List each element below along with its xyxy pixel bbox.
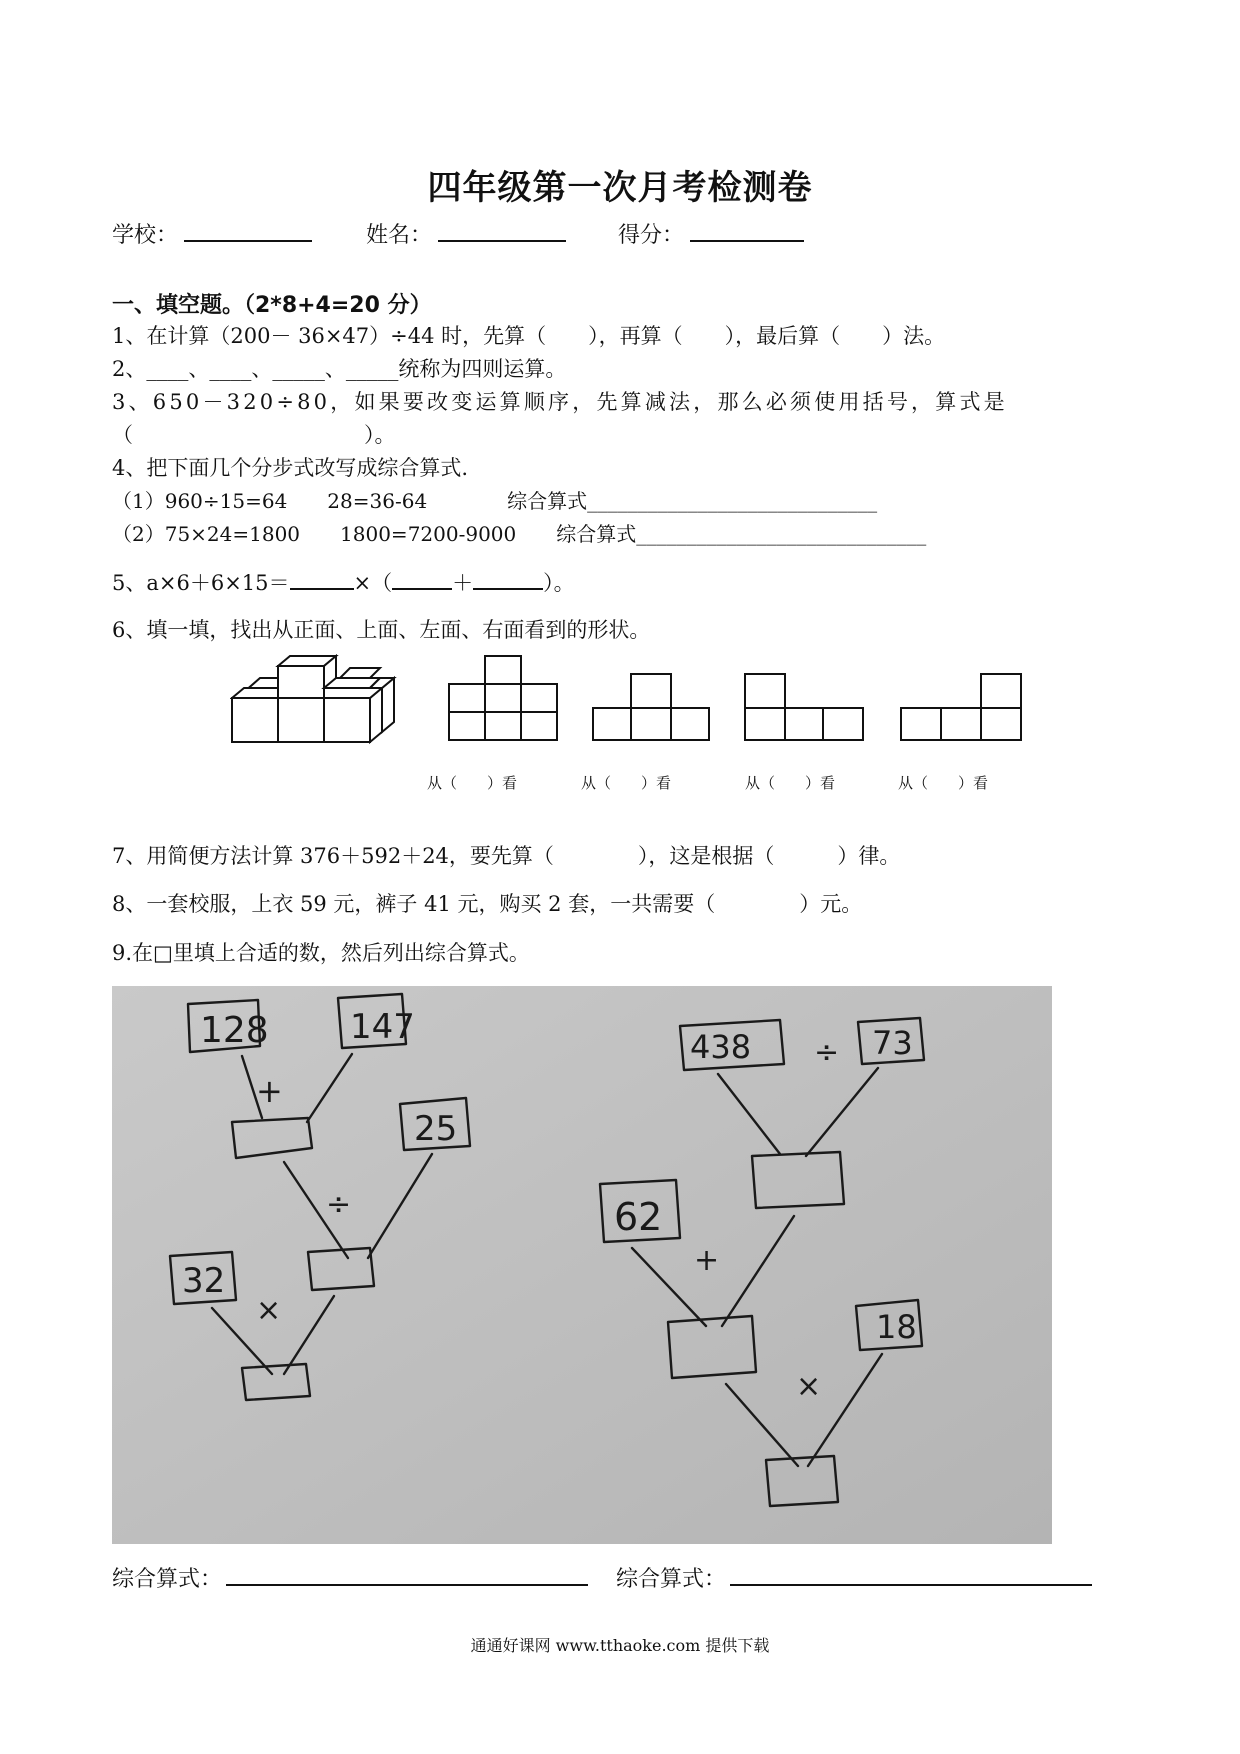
combined-right-blank[interactable] [730, 1562, 1092, 1586]
name-label: 姓名： [366, 223, 433, 248]
view-label-3: 从（ ）看 [745, 774, 836, 792]
right-num-438: 438 [690, 1028, 752, 1066]
right-op-div: ÷ [814, 1035, 840, 1070]
view-shape-1 [445, 654, 561, 744]
left-op-times: × [256, 1293, 282, 1328]
right-num-73: 73 [872, 1024, 913, 1062]
left-op-plus: + [256, 1072, 283, 1110]
combined-right [616, 1562, 1092, 1593]
handwritten-photo [112, 986, 1052, 1544]
combined-left [112, 1562, 588, 1593]
question-8: 8、一套校服，上衣 59 元，裤子 41 元，购买 2 套，一共需要（ ）元。 [112, 892, 863, 916]
left-num-128: 128 [200, 1010, 269, 1051]
question-4-2: （2）75×24=1800 1800=7200-9000 综合算式_____________________________ [112, 522, 927, 546]
question-9: 9.在□里填上合适的数，然后列出综合算式。 [112, 941, 530, 965]
left-num-32: 32 [182, 1261, 226, 1301]
view-shape-4 [899, 672, 1025, 744]
footer-text: 通通好课网 www.tthaoke.com 提供下载 [470, 1636, 770, 1655]
school-label: 学校： [112, 223, 179, 248]
view-label-2: 从（ ）看 [581, 774, 672, 792]
score-field [618, 218, 804, 249]
right-num-62: 62 [614, 1195, 663, 1239]
question-4: 4、把下面几个分步式改写成综合算式. [112, 456, 469, 480]
right-op-plus: + [694, 1243, 720, 1278]
right-op-times: × [796, 1369, 822, 1404]
page-title: 四年级第一次月考检测卷 [427, 168, 813, 208]
q5-part-c: ＋ [452, 571, 474, 595]
q5-blank-3[interactable] [473, 566, 543, 590]
view-label-1: 从（ ）看 [427, 774, 518, 792]
question-5 [112, 566, 575, 597]
school-field [112, 218, 312, 249]
question-1: 1、在计算（200－ 36×47）÷44 时，先算（ ），再算（ ），最后算（ ）法。 [112, 324, 946, 348]
question-7: 7、用简便方法计算 376＋592＋24，要先算（ ），这是根据（ ）律。 [112, 844, 901, 868]
left-op-div: ÷ [326, 1187, 352, 1222]
view-shape-3 [743, 672, 867, 744]
cube-stack-figure [230, 654, 410, 746]
name-blank[interactable] [438, 218, 566, 242]
q5-part-d: ）。 [543, 571, 575, 595]
score-label: 得分： [618, 223, 685, 248]
question-2: 2、____、____、_____、_____统称为四则运算。 [112, 357, 567, 381]
view-shape-2 [591, 672, 713, 744]
left-num-147: 147 [350, 1007, 415, 1047]
question-6: 6、填一填，找出从正面、上面、左面、右面看到的形状。 [112, 618, 651, 642]
question-4-1: （1）960÷15=64 28=36-64 综合算式_____________________________ [112, 489, 878, 513]
q5-blank-2[interactable] [392, 566, 452, 590]
name-field [366, 218, 566, 249]
combined-left-blank[interactable] [226, 1562, 588, 1586]
combined-right-label: 综合算式： [616, 1567, 727, 1592]
left-num-25: 25 [414, 1109, 458, 1149]
q5-blank-1[interactable] [290, 566, 354, 590]
question-3: 3、650－320÷80，如果要改变运算顺序，先算减法，那么必须使用括号，算式是 [112, 390, 1008, 414]
combined-left-label: 综合算式： [112, 1567, 223, 1592]
q5-part-a: 5、a×6＋6×15＝ [112, 571, 290, 595]
view-label-4: 从（ ）看 [898, 774, 989, 792]
q5-part-b: ×（ [353, 571, 393, 595]
score-blank[interactable] [690, 218, 804, 242]
question-3-answer: （ ）。 [112, 423, 396, 447]
school-blank[interactable] [184, 218, 312, 242]
right-num-18: 18 [876, 1308, 917, 1346]
section-heading: 一、填空题。（2*8+4=20 分） [112, 293, 432, 318]
